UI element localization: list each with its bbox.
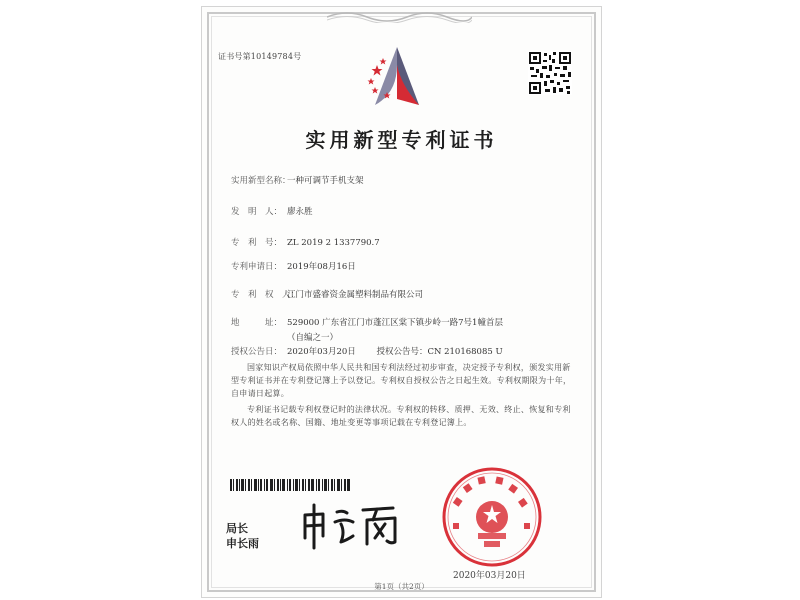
director-title: 局长 <box>226 522 248 535</box>
field-value: 一种可调节手机支架 <box>287 176 364 186</box>
seal-date: 2020年03月20日 <box>453 571 526 581</box>
field-value: 529000 广东省江门市蓬江区棠下镇步岭一路7号1幢首层 <box>287 318 503 328</box>
field-address <box>231 316 503 343</box>
barcode-icon <box>230 479 350 491</box>
field-application-date <box>231 260 356 272</box>
director-name: 申长雨 <box>226 537 259 550</box>
field-value: 廖永胜 <box>287 207 313 217</box>
field-grant-number: 授权公告号：CN 210168085 U <box>376 347 503 357</box>
field-inventor <box>231 205 313 217</box>
field-value-continued: （自编之一） <box>287 333 339 343</box>
field-value: ZL 2019 2 1337790.7 <box>287 238 380 248</box>
notice-paragraph: 专利证书记载专利权登记时的法律状况。专利权的转移、质押、无效、终止、恢复和专利权人的姓名或名称、国籍、地址变更等事项记载在专利登记簿上。 <box>231 405 571 427</box>
official-seal-icon <box>440 465 544 569</box>
field-label: 授权公告日： <box>231 347 283 357</box>
field-utility-model-name <box>231 174 364 186</box>
field-label: 发 明 人： <box>231 207 283 217</box>
field-value: 2020年03月20日 <box>287 347 356 357</box>
field-value: 江门市盛睿资金属塑料制品有限公司 <box>287 290 424 300</box>
certificate-page <box>201 6 602 598</box>
field-grant-date <box>231 345 503 357</box>
top-ornament <box>327 9 472 23</box>
certificate-title: 实用新型专利证书 <box>305 128 498 152</box>
qr-code-icon <box>528 51 572 95</box>
field-value: 2019年08月16日 <box>287 262 356 272</box>
field-patent-number <box>231 236 380 248</box>
field-label: 专 利 权 人： <box>231 290 300 300</box>
field-label: 专 利 号： <box>231 238 283 248</box>
patent-office-emblem-icon <box>367 45 427 115</box>
field-label: 实用新型名称： <box>231 176 291 186</box>
field-patentee <box>231 288 423 300</box>
notice-paragraph: 国家知识产权局依照中华人民共和国专利法经过初步审查，决定授予专利权，颁发实用新型专利证书并在专利登记簿上予以登记。专利权自授权公告之日起生效。专利权期限为十年，自申请日起算。 <box>231 363 572 398</box>
field-label: 地 址： <box>231 318 283 328</box>
field-label: 专利申请日： <box>231 262 283 272</box>
page-footer: 第1页（共2页） <box>374 582 429 591</box>
handwritten-signature <box>297 500 407 550</box>
certificate-number: 证书号第10149784号 <box>218 52 302 61</box>
